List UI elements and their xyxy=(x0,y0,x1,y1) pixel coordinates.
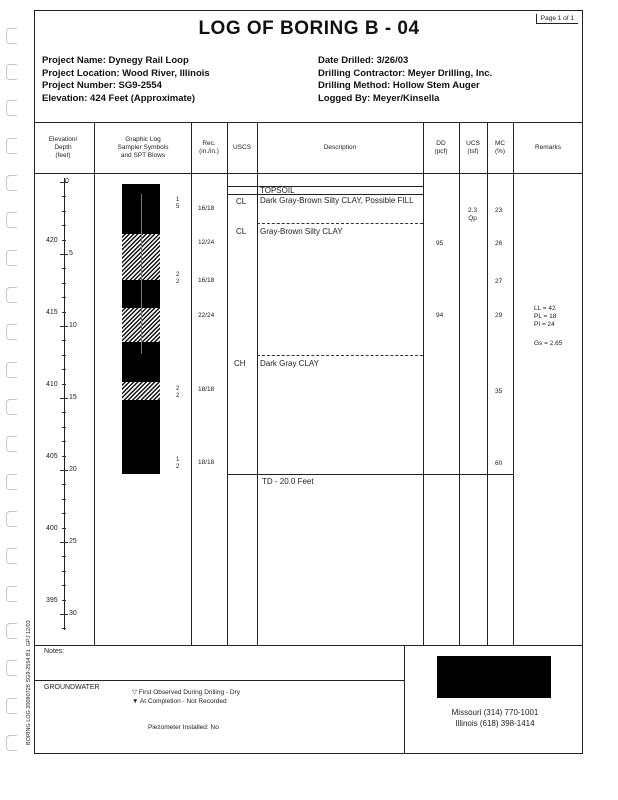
depth-tick xyxy=(62,513,66,514)
binder-hole xyxy=(6,138,17,154)
depth-tick xyxy=(62,628,66,629)
elev-label-410: 410 xyxy=(46,381,58,388)
binder-hole xyxy=(6,623,17,639)
notes-divider xyxy=(34,645,583,646)
groundwater-first-observed: ▽ First Observed During Drilling - Dry xyxy=(132,689,240,696)
layer-boundary xyxy=(227,186,423,187)
groundwater-label: GROUNDWATER xyxy=(44,684,100,691)
binder-hole xyxy=(6,287,17,303)
contact-divider xyxy=(404,645,405,754)
logged-by: Logged By: Meyer/Kinsella xyxy=(318,92,440,104)
header-mc: MC (%) xyxy=(494,140,506,155)
binder-hole xyxy=(6,64,17,80)
column-divider xyxy=(459,122,460,645)
depth-tick xyxy=(62,427,66,428)
elev-label-405: 405 xyxy=(46,453,58,460)
layer-description: Gray-Brown Silty CLAY xyxy=(260,227,343,236)
depth-label-5: 5 xyxy=(69,250,73,257)
dd-value: 94 xyxy=(436,312,444,319)
depth-tick xyxy=(62,355,66,356)
depth-tick xyxy=(62,384,66,385)
depth-axis xyxy=(64,178,65,630)
header-description: Description xyxy=(323,144,357,151)
project-number: Project Number: SG9-2554 xyxy=(42,80,162,91)
column-divider xyxy=(487,122,488,645)
binder-hole xyxy=(6,324,17,340)
binder-hole xyxy=(6,548,17,564)
depth-tick xyxy=(62,484,66,485)
binder-hole xyxy=(6,436,17,452)
water-level-icon: ▼ xyxy=(132,698,140,705)
project-location: Project Location: Wood River, Illinois xyxy=(42,67,210,79)
rec-value: 22/24 xyxy=(198,312,215,319)
header-elev-depth: Elevation/ Depth (feet) xyxy=(48,136,78,159)
binder-hole xyxy=(6,100,17,116)
depth-tick xyxy=(62,441,66,442)
rec-value: 16/18 xyxy=(198,277,215,284)
dd-value: 95 xyxy=(436,240,444,247)
depth-tick xyxy=(60,254,68,255)
remarks-atterberg: LL = 42 PL = 18 PI = 24 xyxy=(534,305,557,328)
layer-uscs: CH xyxy=(234,359,246,368)
column-divider xyxy=(423,122,424,645)
depth-label-15: 15 xyxy=(69,394,77,401)
depth-label-30: 30 xyxy=(69,610,77,617)
binder-hole xyxy=(6,586,17,602)
depth-tick xyxy=(62,240,66,241)
layer-uscs: CL xyxy=(236,197,247,206)
mc-value: 29 xyxy=(495,312,503,319)
ucs-value: 2.3 Qp xyxy=(468,207,478,222)
layer-boundary-dashed xyxy=(257,223,423,224)
depth-tick xyxy=(62,225,66,226)
layer-description: Dark Gray CLAY xyxy=(260,359,319,368)
depth-label-25: 25 xyxy=(69,538,77,545)
column-divider xyxy=(227,122,228,645)
groundwater-at-completion: ▼ At Completion - Not Recorded xyxy=(132,698,227,705)
column-divider xyxy=(257,122,258,645)
sampler-line xyxy=(141,194,142,354)
date-drilled: Date Drilled: 3/26/03 xyxy=(318,55,409,66)
elev-label-395: 395 xyxy=(46,597,58,604)
project-info-left xyxy=(42,55,210,105)
depth-tick xyxy=(62,585,66,586)
spt-blows: 1 5 xyxy=(176,197,180,210)
column-divider xyxy=(94,122,95,645)
rec-value: 18/18 xyxy=(198,386,215,393)
binder-hole xyxy=(6,474,17,490)
mc-value: 35 xyxy=(495,388,503,395)
mc-value: 27 xyxy=(495,278,503,285)
binder-hole xyxy=(6,698,17,714)
elev-label-420: 420 xyxy=(46,237,58,244)
page-title: LOG OF BORING B - 04 xyxy=(198,18,420,39)
drilling-method: Drilling Method: Hollow Stem Auger xyxy=(318,80,480,91)
depth-label-20: 20 xyxy=(69,466,77,473)
notes-label: Notes: xyxy=(44,648,65,655)
layer-boundary xyxy=(227,194,423,195)
water-level-icon: ▽ xyxy=(132,689,139,696)
depth-tick xyxy=(60,470,68,471)
depth-tick xyxy=(60,614,68,615)
depth-tick xyxy=(62,369,66,370)
binder-hole xyxy=(6,175,17,191)
depth-tick xyxy=(62,211,66,212)
binder-hole xyxy=(6,362,17,378)
remarks-specific-gravity: Gs = 2.65 xyxy=(534,340,563,347)
depth-label-10: 10 xyxy=(69,322,77,329)
depth-tick xyxy=(62,528,66,529)
project-elevation: Elevation: 424 Feet (Approximate) xyxy=(42,92,196,104)
header-rec: Rec. (in./in.) xyxy=(199,140,219,155)
mc-value: 26 xyxy=(495,240,503,247)
mc-value: 60 xyxy=(495,460,503,467)
header-divider xyxy=(34,122,583,123)
groundwater-divider xyxy=(34,680,404,681)
binder-hole xyxy=(6,399,17,415)
page-label: Page 1 of 1 xyxy=(536,14,578,24)
binder-hole xyxy=(6,511,17,527)
spt-blows: 1 2 xyxy=(176,457,180,470)
graphic-fill-segment xyxy=(122,400,160,474)
layer-description: Dark Gray-Brown Silty CLAY, Possible FILL xyxy=(260,196,414,205)
side-footer-text: BORING LOG 20090728 SG9-2554 B1 .GPJ 12/03 xyxy=(26,620,32,745)
layer-description: TOPSOIL xyxy=(260,186,295,195)
depth-tick xyxy=(62,456,66,457)
company-logo-redacted xyxy=(437,656,551,698)
depth-tick xyxy=(62,312,66,313)
spt-blows: 2 2 xyxy=(176,272,180,285)
depth-tick xyxy=(60,326,68,327)
total-depth-label: TD - 20.0 Feet xyxy=(262,477,314,486)
rec-value: 16/18 xyxy=(198,205,215,212)
binder-hole xyxy=(6,660,17,676)
depth-tick xyxy=(62,556,66,557)
spt-blows: 2 2 xyxy=(176,386,180,399)
depth-tick xyxy=(60,542,68,543)
piezometer-status: Piezometer Installed: No xyxy=(148,724,219,731)
graphic-hatch-segment xyxy=(122,382,160,400)
binder-hole xyxy=(6,250,17,266)
depth-tick xyxy=(62,571,66,572)
layer-boundary-dashed xyxy=(257,355,423,356)
depth-tick xyxy=(62,297,66,298)
depth-tick xyxy=(62,340,66,341)
depth-tick xyxy=(62,196,66,197)
depth-tick xyxy=(62,600,66,601)
illinois-phone: Illinois (618) 398-1414 xyxy=(455,719,535,728)
rec-value: 12/24 xyxy=(198,239,215,246)
depth-tick xyxy=(62,268,66,269)
project-name: Project Name: Dynegy Rail Loop xyxy=(42,55,189,66)
contact-phones xyxy=(440,707,550,729)
mc-value: 23 xyxy=(495,207,503,214)
depth-tick xyxy=(62,412,66,413)
header-remarks: Remarks xyxy=(534,144,561,151)
project-info-right xyxy=(318,55,492,105)
header-graphic-log: Graphic Log Sampler Symbols and SPT Blows xyxy=(117,136,169,159)
depth-tick xyxy=(62,499,66,500)
column-divider xyxy=(513,122,514,645)
header-uscs: USCS xyxy=(232,144,252,151)
depth-tick xyxy=(60,398,68,399)
bottom-of-boring-line xyxy=(227,474,513,475)
header-dd: DD (pcf) xyxy=(434,140,448,155)
header-ucs: UCS (tsf) xyxy=(466,140,480,155)
drilling-contractor: Drilling Contractor: Meyer Drilling, Inc. xyxy=(318,67,493,79)
depth-tick xyxy=(62,283,66,284)
column-divider xyxy=(191,122,192,645)
rec-value: 18/18 xyxy=(198,459,215,466)
column-header-divider xyxy=(34,173,583,174)
binder-hole xyxy=(6,735,17,751)
elev-label-415: 415 xyxy=(46,309,58,316)
elev-label-400: 400 xyxy=(46,525,58,532)
depth-label-0: 0 xyxy=(65,178,69,185)
layer-uscs: CL xyxy=(236,227,247,236)
missouri-phone: Missouri (314) 770-1001 xyxy=(451,708,539,717)
binder-hole xyxy=(6,212,17,228)
